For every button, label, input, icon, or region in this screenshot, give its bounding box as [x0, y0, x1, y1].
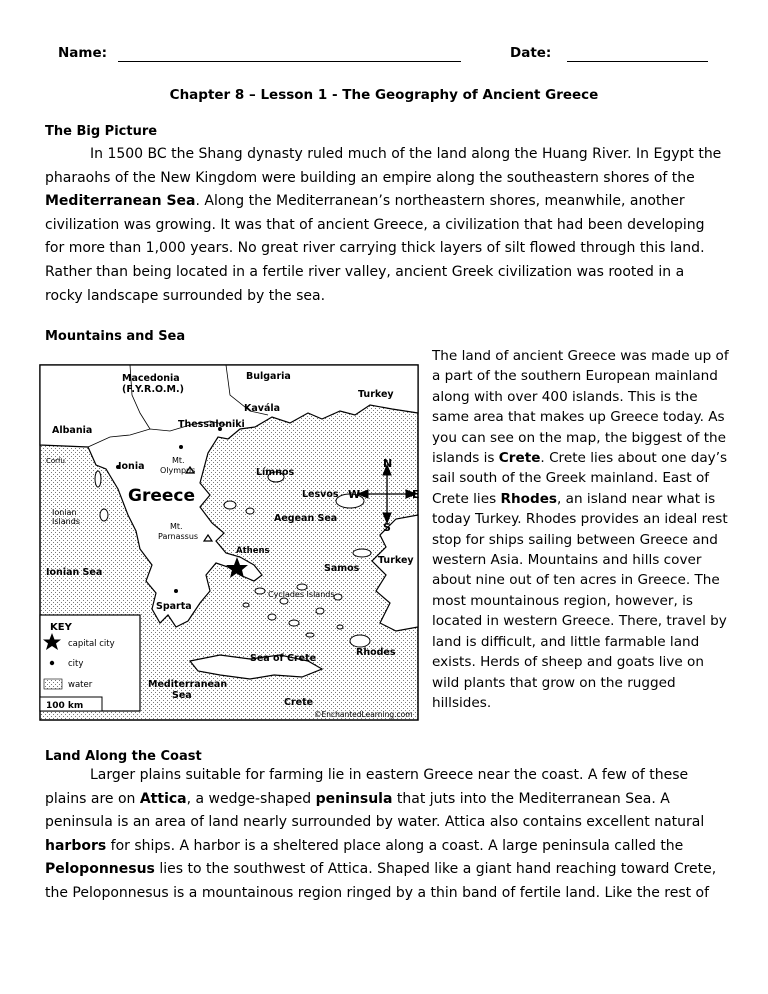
- label-albania: Albania: [52, 425, 93, 436]
- paragraph-big-picture: In 1500 BC the Shang dynasty ruled much of the land along the Huang River. In Egypt the pharaohs of the New Kingdom were building an empire along the southeastern shores of the Mediterranean Sea. Along the Mediterranean’s northeastern shores, meanwhile, another civilization was growing. It was that of ancient Greece, a civilization that had been developing for more than 1,000 years. No great river carrying thick layers of silt flowed through this land. Rather than being located in a fertile river valley, ancient Greek civilization was rooted in a rocky landscape surrounded by the sea.: [45, 146, 722, 304]
- label-sparta: Sparta: [156, 601, 192, 612]
- key-scale: 100 km: [46, 701, 84, 711]
- map-key: [40, 615, 140, 711]
- key-capital: capital city: [68, 639, 115, 649]
- paragraph-land-coast: Larger plains suitable for farming lie in eastern Greece near the coast. A few of these plains are on Attica, a wedge-shaped peninsula that juts into the Mediterranean Sea. A peninsula is an area of land nearly surrounded by water. Attica also contains excellent natural harbors for ships. A harbor is a sheltered place along a coast. A large peninsula called the Peloponnesus lies to the southwest of Attica. Shaped like a giant hand reaching toward Crete, the Peloponnesus is a mountainous region ringed by a thin band of fertile land. Like the rest of: [45, 767, 717, 901]
- label-macedonia: Macedonia: [122, 373, 180, 384]
- label-ionian-islands-1: Ionian: [52, 508, 77, 517]
- label-turkey-north: Turkey: [358, 389, 394, 400]
- label-mt-parnassus-1: Mt.: [170, 522, 183, 531]
- term-crete: Crete: [498, 450, 541, 467]
- compass-e: E: [412, 488, 420, 501]
- label-limnos: Límnos: [256, 467, 295, 478]
- key-water: water: [68, 680, 93, 690]
- heading-big-picture: The Big Picture: [45, 124, 158, 139]
- compass-n: N: [383, 457, 393, 470]
- label-thessaloniki: Thessaloniki: [178, 419, 245, 430]
- label-aegean-sea: Aegean Sea: [274, 513, 338, 524]
- date-blank-line[interactable]: [567, 61, 708, 62]
- heading-mountains-sea: Mountains and Sea: [45, 329, 186, 344]
- name-blank-line[interactable]: [118, 61, 461, 62]
- label-athens: Athens: [236, 546, 270, 556]
- term-mediterranean-sea: Mediterranean Sea: [45, 193, 196, 210]
- label-bulgaria: Bulgaria: [246, 371, 291, 382]
- compass-s: S: [383, 521, 391, 534]
- label-greece: Greece: [128, 486, 196, 506]
- label-samos: Samos: [324, 563, 360, 574]
- page-title: Chapter 8 – Lesson 1 - The Geography of Ancient Greece: [169, 87, 599, 103]
- label-ionian-sea: Ionian Sea: [46, 567, 103, 578]
- label-kavala: Kavála: [244, 403, 281, 414]
- key-water-swatch: [44, 679, 62, 689]
- label-rhodes: Rhodes: [356, 647, 396, 658]
- term-peloponnesus: Peloponnesus: [45, 861, 155, 878]
- greece-map: [40, 365, 418, 720]
- label-sea-of-crete: Sea of Crete: [250, 653, 317, 664]
- label-turkey-south: Turkey: [378, 555, 414, 566]
- label-mediterranean-1: Mediterranean: [148, 679, 228, 690]
- label-ionia: Ionia: [118, 461, 145, 472]
- label-lesvos: Lesvos: [302, 489, 339, 500]
- paragraph-mountains-sea: The land of ancient Greece was made up of a part of the southern European mainland along with over 400 islands. This is the same area that makes up Greece today. As you can see on the map, the biggest of the islands is Crete. Crete lies about one day’s sail south of the Greek mainland. East of Crete lies Rhodes, an island near what is today Turkey. Rhodes provides an ideal rest stop for ships sailing between Greece and western Asia. Mountains and hills cover about nine out of ten acres in Greece. The most mountainous region, however, is located in western Greece. There, travel by land is difficult, and little farmable land exists. Herds of sheep and goats live on wild plants that grow on the rugged hillsides.: [432, 348, 729, 711]
- key-city-dot-icon: [50, 661, 54, 665]
- heading-land-coast: Land Along the Coast: [45, 749, 202, 764]
- label-cyclades: Cyclades Islands: [268, 590, 335, 599]
- label-corfu: Corfu: [46, 457, 65, 465]
- label-crete: Crete: [284, 697, 314, 708]
- label-mt-parnassus-2: Parnassus: [158, 532, 199, 541]
- term-harbors: harbors: [45, 837, 107, 854]
- label-mediterranean-2: Sea: [172, 690, 192, 701]
- label-ionian-islands-2: Islands: [52, 517, 80, 526]
- map-credit: ©EnchantedLearning.com: [314, 710, 413, 719]
- label-mt-olympus-2: Olympus: [160, 466, 196, 475]
- compass-w: W: [348, 488, 361, 501]
- name-label: Name:: [58, 45, 108, 61]
- term-peninsula: peninsula: [315, 790, 393, 807]
- term-attica: Attica: [139, 790, 187, 807]
- key-title: KEY: [50, 622, 72, 633]
- key-city: city: [68, 659, 84, 669]
- label-fyrom: (F.Y.R.O.M.): [122, 384, 184, 395]
- term-rhodes: Rhodes: [500, 490, 558, 507]
- label-mt-olympus-1: Mt.: [172, 456, 185, 465]
- date-label: Date:: [510, 45, 552, 61]
